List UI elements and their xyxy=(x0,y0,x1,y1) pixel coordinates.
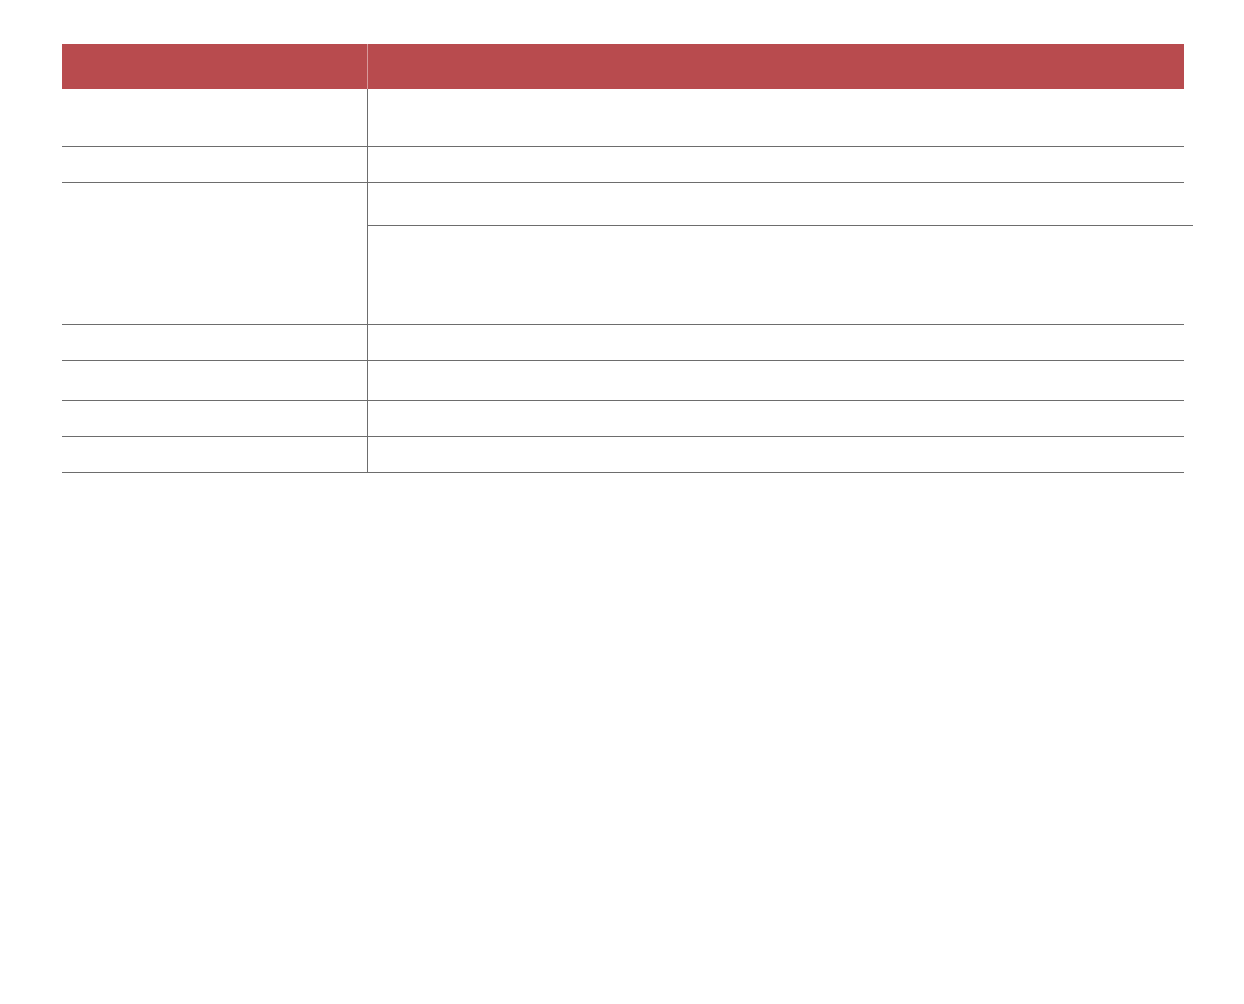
row-item xyxy=(62,437,368,472)
row-item xyxy=(62,89,368,146)
table-row-software xyxy=(62,401,1184,437)
table-row-printing-size xyxy=(62,147,1184,183)
row-item xyxy=(62,147,368,182)
row-spec xyxy=(368,401,1184,436)
row-spec xyxy=(368,437,1184,472)
spec-table xyxy=(62,44,1184,473)
row-item xyxy=(62,325,368,360)
row-item xyxy=(62,361,368,400)
table-row-printing-speed xyxy=(62,183,1184,325)
row-item xyxy=(62,183,368,324)
table-row-media-type xyxy=(62,89,1184,147)
speed-subtable xyxy=(368,183,1193,324)
row-spec xyxy=(368,361,1184,400)
header-item xyxy=(62,44,368,89)
table-row-power-requirements xyxy=(62,437,1184,473)
speed-header xyxy=(368,183,1193,226)
table-row-data-interface xyxy=(62,325,1184,361)
row-spec xyxy=(368,325,1184,360)
table-row-working-environment xyxy=(62,361,1184,401)
speed-body xyxy=(368,226,1193,324)
row-spec xyxy=(368,89,1184,146)
row-item xyxy=(62,401,368,436)
row-spec xyxy=(368,147,1184,182)
table-header xyxy=(62,44,1184,89)
